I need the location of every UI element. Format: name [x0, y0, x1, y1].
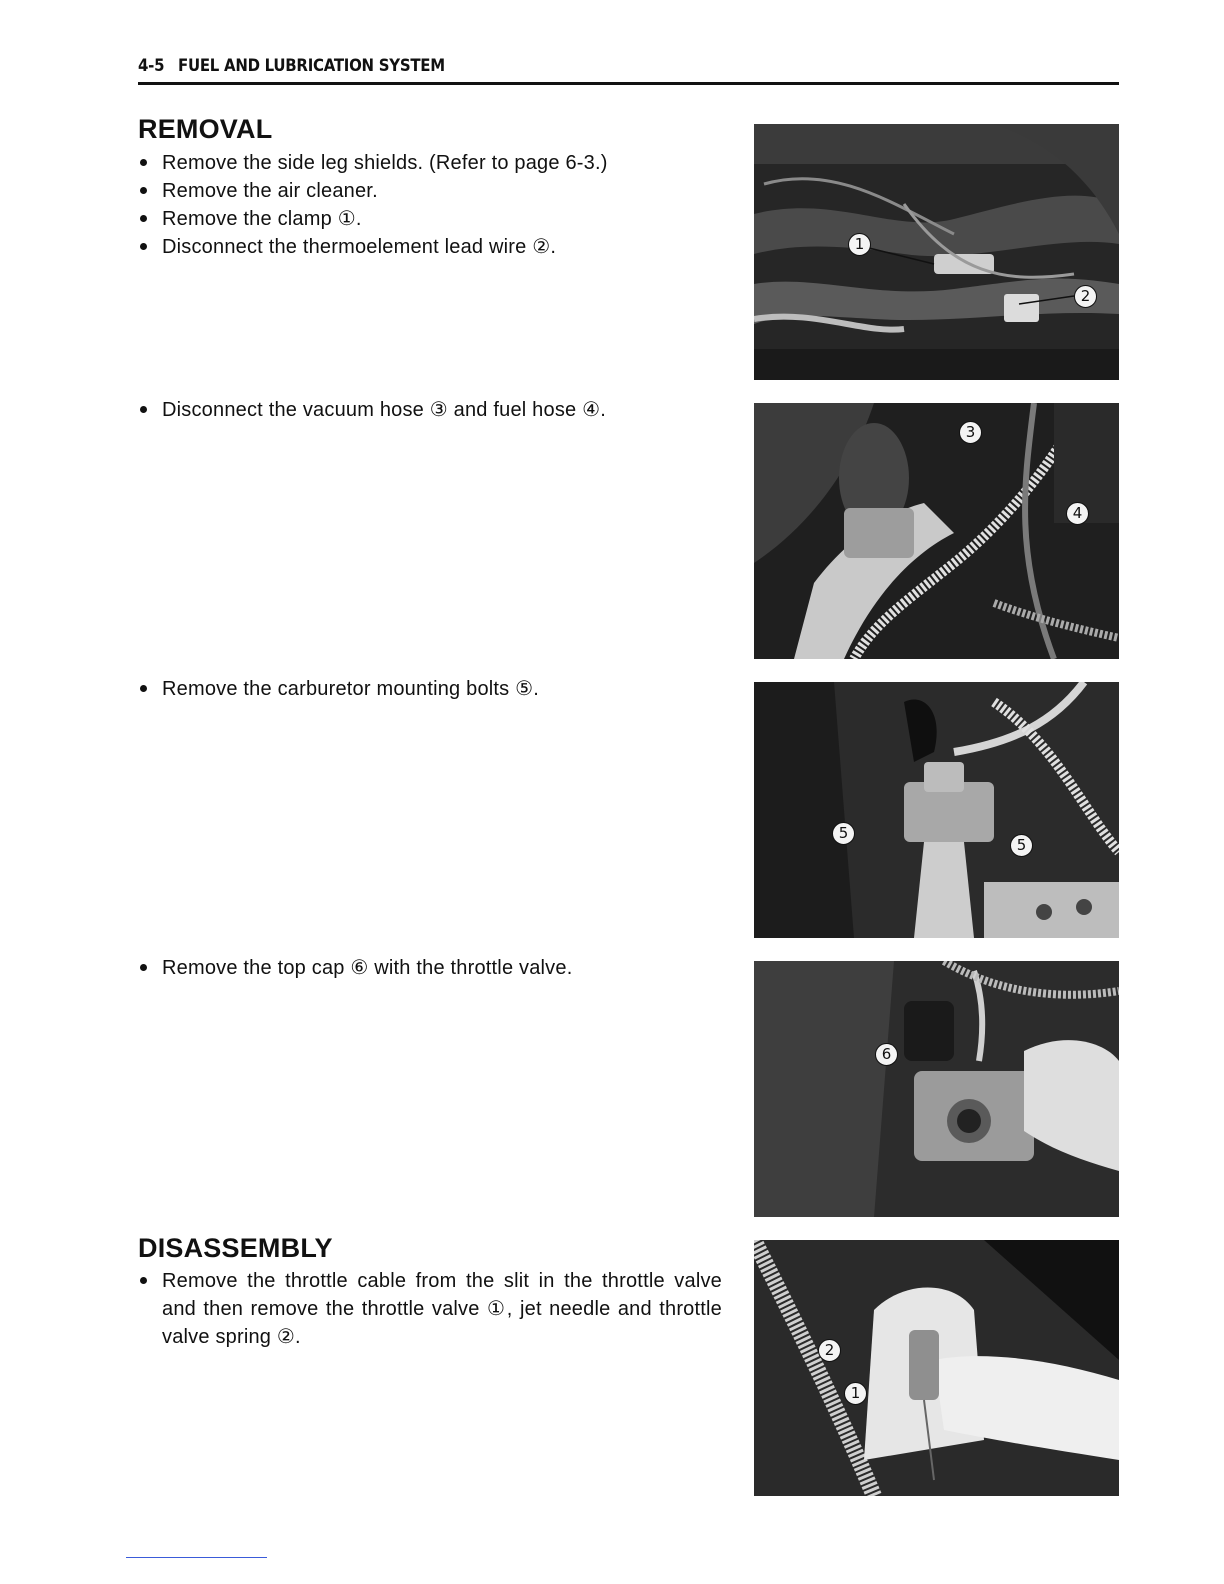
- disassembly-steps: [138, 1267, 722, 1351]
- footer-line: [126, 1557, 267, 1558]
- callout-5-left: 5: [832, 822, 855, 845]
- callout-5-right: 5: [1010, 834, 1033, 857]
- callout-6: 6: [875, 1043, 898, 1066]
- page-number: 4-5: [138, 56, 165, 76]
- photo-5-image: [754, 1240, 1119, 1496]
- disassembly-step: Remove the throttle cable from the slit in the throttle valve and then remove the throttle valve ①, jet needle and throttle valve spring ②.: [138, 1267, 722, 1351]
- photo-vacuum-and-fuel-hose: [754, 403, 1119, 659]
- callout-4: 4: [1066, 502, 1089, 525]
- callout-2: 2: [1074, 285, 1097, 308]
- page-header: [138, 56, 1000, 76]
- header-rule: [138, 82, 1119, 85]
- removal-steps-group-3: [138, 675, 722, 703]
- photo-clamp-and-lead-wire: [754, 124, 1119, 380]
- callout-1: 1: [848, 233, 871, 256]
- photo-carburetor-mounting-bolts: [754, 682, 1119, 938]
- section-title-header: FUEL AND LUBRICATION SYSTEM: [177, 56, 445, 76]
- photo-3-image: [754, 682, 1119, 938]
- photo-1-image: [754, 124, 1119, 380]
- callout-3: 3: [959, 421, 982, 444]
- removal-steps-group-1: [138, 149, 722, 261]
- removal-step: Disconnect the vacuum hose ③ and fuel hose ④.: [138, 396, 722, 424]
- removal-step: Remove the clamp ①.: [138, 205, 722, 233]
- removal-step: Remove the air cleaner.: [138, 177, 722, 205]
- disassembly-heading: DISASSEMBLY: [138, 1233, 333, 1263]
- removal-steps-group-4: [138, 954, 722, 982]
- photo-2-image: [754, 403, 1119, 659]
- photo-throttle-valve-disassembly: [754, 1240, 1119, 1496]
- photo-top-cap-removal: [754, 961, 1119, 1217]
- removal-heading: REMOVAL: [138, 114, 273, 144]
- removal-step: Disconnect the thermoelement lead wire ②.: [138, 233, 722, 261]
- callout-1: 1: [844, 1382, 867, 1405]
- callout-2: 2: [818, 1339, 841, 1362]
- photo-4-image: [754, 961, 1119, 1217]
- removal-step: Remove the carburetor mounting bolts ⑤.: [138, 675, 722, 703]
- removal-step: Remove the side leg shields. (Refer to page 6-3.): [138, 149, 722, 177]
- removal-step: Remove the top cap ⑥ with the throttle valve.: [138, 954, 722, 982]
- removal-steps-group-2: [138, 396, 722, 424]
